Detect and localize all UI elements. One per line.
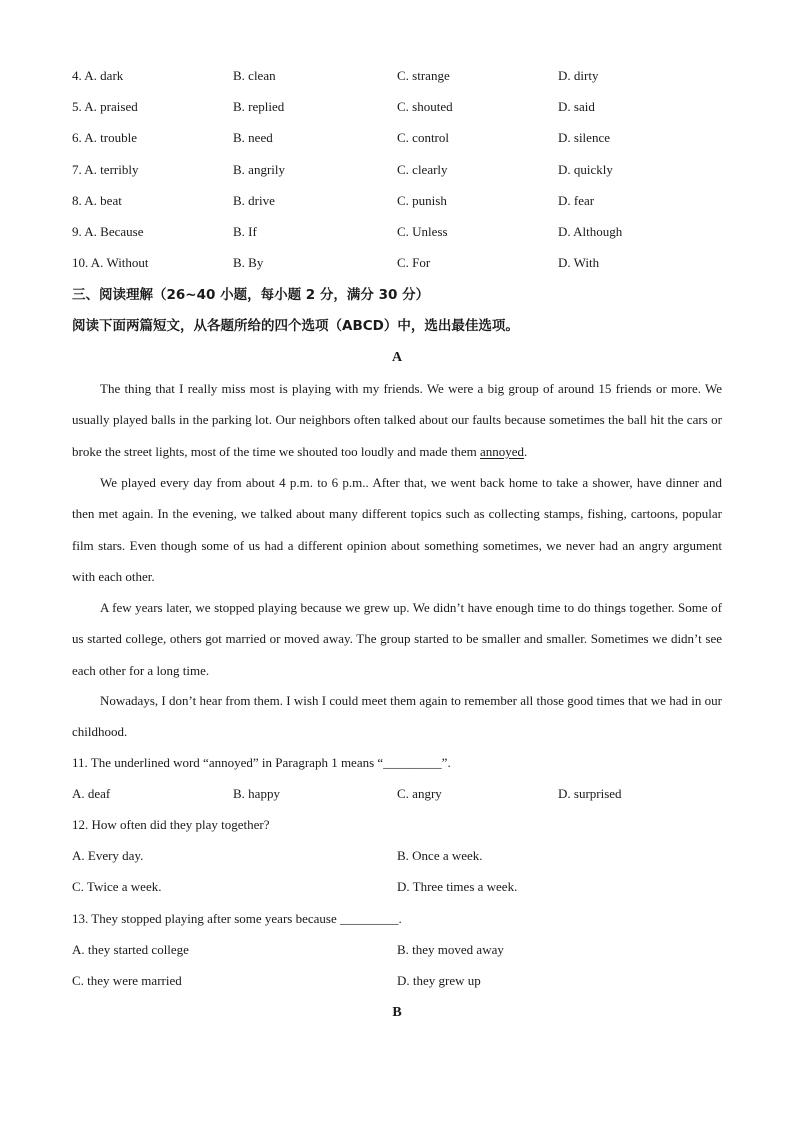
question-12-stem: 12. How often did they play together?: [72, 817, 270, 832]
option-c: C. For: [397, 255, 431, 270]
option-d: D. surprised: [558, 786, 622, 801]
question-number: 4.: [72, 68, 82, 83]
option-b: B. need: [233, 130, 273, 145]
option-c: C. clearly: [397, 162, 448, 177]
option-c: C. control: [397, 130, 449, 145]
option-a: [72, 253, 149, 273]
option-d: D. Although: [558, 224, 623, 239]
option-b: B. clean: [233, 68, 276, 83]
passage-a-paragraph-1: [72, 373, 722, 467]
option-d: D. dirty: [558, 68, 599, 83]
passage-b-label: B: [392, 1005, 402, 1020]
cloze-option-row: [72, 97, 732, 117]
cloze-option-row: [72, 66, 732, 86]
option-d: D. said: [558, 99, 595, 114]
option-c: C. they were married: [72, 973, 182, 988]
option-a: [72, 128, 137, 148]
option-a: [72, 97, 138, 117]
question-13-options-cd: [72, 971, 732, 991]
question-11-stem: 11. The underlined word “annoyed” in Paragraph 1 means “_________”.: [72, 755, 451, 770]
option-d: D. With: [558, 255, 600, 270]
option-text: A. praised: [84, 99, 138, 114]
option-text: A. terribly: [84, 162, 139, 177]
option-c: C. angry: [397, 786, 442, 801]
section-title: 三、阅读理解（26~40 小题，每小题 2 分，满分 30 分）: [72, 287, 430, 303]
section-instruction: 阅读下面两篇短文，从各题所给的四个选项（ABCD）中，选出最佳选项。: [72, 318, 519, 334]
passage-a-paragraph-3: A few years later, we stopped playing because we grew up. We didn’t have enough time to do things together. Some of us started college, others got married or moved away. The group started to be smaller and smaller. Sometimes we didn’t see each other for a long time.: [72, 600, 722, 678]
option-b: B. Once a week.: [397, 848, 483, 863]
question-11-options: [72, 784, 732, 804]
option-b: B. If: [233, 224, 257, 239]
question-number: 7.: [72, 162, 82, 177]
cloze-option-row: [72, 160, 732, 180]
question-12-options-cd: [72, 877, 732, 897]
option-d: D. quickly: [558, 162, 613, 177]
underlined-word: annoyed: [479, 443, 525, 459]
question-12-options-ab: [72, 846, 732, 866]
question-number: 6.: [72, 130, 82, 145]
option-a: A. deaf: [72, 786, 111, 801]
option-a: A. they started college: [72, 942, 189, 957]
question-number: 5.: [72, 99, 82, 114]
passage-a-label: A: [391, 350, 403, 365]
cloze-option-row: [72, 222, 732, 242]
p1-text-before: The thing that I really miss most is playing with my friends. We were a big group of around 15 friends or more. We usually played balls in the parking lot. Our neighbors often talked about our faults because sometimes the ball hit the cars or broke the street lights, most of the time we shouted too loudly and made them: [72, 381, 722, 459]
option-d: D. fear: [558, 193, 595, 208]
p1-text-after: .: [524, 443, 528, 459]
question-number: 8.: [72, 193, 82, 208]
question-13-options-ab: [72, 940, 732, 960]
option-d: D. silence: [558, 130, 610, 145]
option-b: B. happy: [233, 786, 280, 801]
option-c: C. Twice a week.: [72, 879, 162, 894]
option-c: C. strange: [397, 68, 450, 83]
option-text: A. Without: [90, 255, 149, 270]
option-b: B. By: [233, 255, 264, 270]
cloze-option-row: [72, 253, 732, 273]
question-13-stem: 13. They stopped playing after some years because _________.: [72, 911, 402, 926]
option-text: A. dark: [84, 68, 124, 83]
option-b: B. replied: [233, 99, 285, 114]
option-a: [72, 191, 122, 211]
option-c: C. punish: [397, 193, 447, 208]
option-b: B. drive: [233, 193, 275, 208]
option-a: A. Every day.: [72, 848, 144, 863]
option-b: B. they moved away: [397, 942, 504, 957]
option-a: [72, 66, 123, 86]
option-c: C. shouted: [397, 99, 453, 114]
option-c: C. Unless: [397, 224, 448, 239]
option-a: [72, 222, 144, 242]
cloze-option-row: [72, 191, 732, 211]
option-b: B. angrily: [233, 162, 285, 177]
question-number: 10.: [72, 255, 89, 270]
option-text: A. beat: [84, 193, 122, 208]
question-number: 9.: [72, 224, 82, 239]
option-a: [72, 160, 138, 180]
passage-a-paragraph-2: We played every day from about 4 p.m. to 6 p.m.. After that, we went back home to take a shower, have dinner and then met again. In the evening, we talked about many different topics such as collecting stamps, fishing, cartoons, popular film stars. Even though some of us had a different opinion about something sometimes, we never had an angry argument with each other.: [72, 475, 722, 584]
passage-a-paragraph-4: Nowadays, I don’t hear from them. I wish I could meet them again to remember all those good times that we had in our childhood.: [72, 693, 722, 740]
cloze-option-row: [72, 128, 732, 148]
option-d: D. they grew up: [397, 973, 481, 988]
option-text: A. Because: [84, 224, 144, 239]
option-d: D. Three times a week.: [397, 879, 518, 894]
option-text: A. trouble: [84, 130, 138, 145]
